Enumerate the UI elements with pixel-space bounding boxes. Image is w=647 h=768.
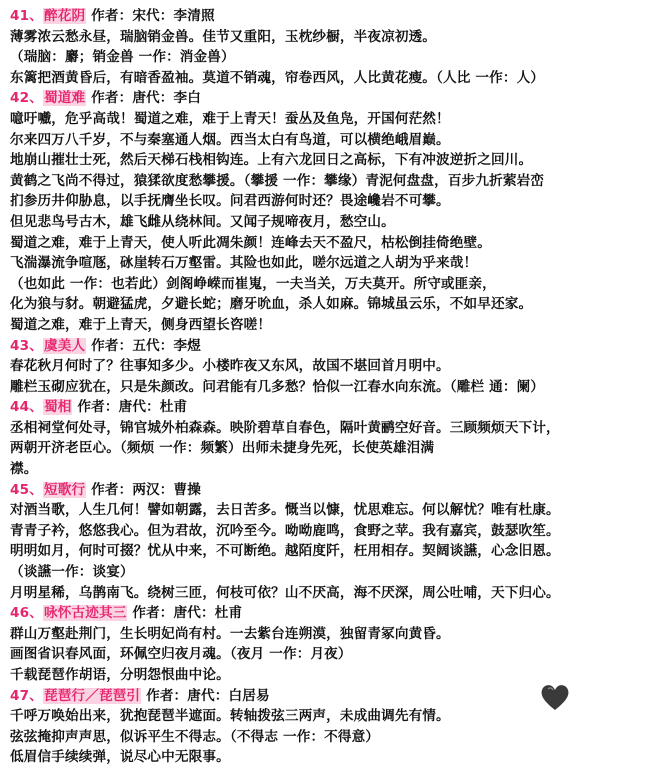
poem-line: （也如此 一作：也若此）剑阁峥嵘而崔嵬，一夫当关，万夫莫开。所守或匪亲， <box>10 275 496 292</box>
poem-title: 蜀道难 <box>43 90 86 107</box>
poem-line: 化为狼与豺。朝避猛虎，夕避长蛇；磨牙吮血，杀人如麻。锦城虽云乐，不如早还家。 <box>10 296 533 313</box>
poem-line: （瑞脑：麝；销金兽 一作：消金兽） <box>10 49 235 66</box>
poem-line: 明明如月，何时可掇？忧从中来，不可断绝。越陌度阡，枉用相存。契阔谈讌，心念旧恩。 <box>10 543 560 560</box>
poem-line: 黄鹤之飞尚不得过，猿猱欲度愁攀援。（攀援 一作：攀缘）青泥何盘盘，百步九折萦岩峦 <box>10 172 545 189</box>
poem-number: 42、 <box>10 90 43 107</box>
poem-author: 作者：五代：李煜 <box>86 337 202 354</box>
poem-line: 画图省识春风面，环佩空归夜月魂。（夜月 一作：月夜） <box>10 646 352 663</box>
poem-line: （谈讌一作：谈宴） <box>10 564 134 581</box>
poem-line: 地崩山摧壮士死，然后天梯石栈相钩连。上有六龙回日之高标，下有冲波逆折之回川。 <box>10 152 533 169</box>
poem-line: 千载琵琶作胡语，分明怨恨曲中论。 <box>10 667 230 683</box>
poem-line: 丞相祠堂何处寻，锦官城外柏森森。映阶碧草自春色，隔叶黄鹂空好音。三顾频烦天下计， <box>10 419 560 436</box>
poem-heading <box>10 6 637 27</box>
poem-number: 46、 <box>10 605 43 622</box>
poem-title: 咏怀古迹其三 <box>43 605 127 622</box>
poem-number: 41、 <box>10 8 43 24</box>
poem-author: 作者：唐代：李白 <box>86 90 202 107</box>
poem-author: 作者：宋代：李清照 <box>86 8 215 24</box>
poem-line: 薄雾浓云愁永昼，瑞脑销金兽。佳节又重阳，玉枕纱橱，半夜凉初透。 <box>10 28 437 45</box>
poem-heading <box>10 603 637 624</box>
poem-line: 群山万壑赴荆门，生长明妃尚有村。一去紫台连朔漠，独留青冢向黄昏。 <box>10 625 450 642</box>
poem-line: 青青子衿，悠悠我心。但为君故，沉吟至今。呦呦鹿鸣，食野之苹。我有嘉宾，鼓瑟吹笙。 <box>10 522 560 539</box>
poem-title: 琵琶行／琵琶引 <box>43 687 141 704</box>
poem-author: 作者：唐代：杜甫 <box>72 399 188 416</box>
poem-line: 东篱把酒黄昏后，有暗香盈袖。莫道不销魂，帘卷西风，人比黄花瘦。（人比 一作：人） <box>10 69 545 86</box>
poem-heading <box>10 336 637 357</box>
poem-heading <box>10 397 637 418</box>
heart-icon <box>539 682 571 712</box>
poem-line: 对酒当歌，人生几何！譬如朝露，去日苦多。慨当以慷，忧思难忘。何以解忧？唯有杜康。 <box>10 502 560 519</box>
poem-line: 两朝开济老臣心。（频烦 一作：频繁）出师未捷身先死，长使英雄泪满 <box>10 440 435 457</box>
poem-line: 扪参历井仰胁息，以手抚膺坐长叹。问君西游何时还？畏途巉岩不可攀。 <box>10 193 450 210</box>
poem-number: 44、 <box>10 399 43 416</box>
poem-heading <box>10 480 637 501</box>
poem-line: 春花秋月何时了？往事知多少。小楼昨夜又东风，故国不堪回首月明中。 <box>10 358 450 375</box>
poem-line: 尔来四万八千岁，不与秦塞通人烟。西当太白有鸟道，可以横绝峨眉巅。 <box>10 131 450 148</box>
poem-line: 月明星稀，乌鹊南飞。绕树三匝，何枝可依？山不厌高，海不厌深，周公吐哺，天下归心。 <box>10 584 560 601</box>
poem-title: 短歌行 <box>43 481 86 498</box>
poem-title: 虞美人 <box>43 337 86 354</box>
poem-line: 蜀道之难，难于上青天，使人听此凋朱颜！连峰去天不盈尺，枯松倒挂倚绝壁。 <box>10 234 492 251</box>
poem-author: 作者：唐代：杜甫 <box>127 605 243 622</box>
poem-line: 蜀道之难，难于上青天，侧身西望长咨嗟！ <box>10 316 272 333</box>
poem-title: 醉花阴 <box>43 8 86 24</box>
poem-heading <box>10 88 637 109</box>
poem-line: 弦弦掩抑声声思，似诉平生不得志。（不得志 一作：不得意） <box>10 728 380 745</box>
poem-line: 雕栏玉砌应犹在，只是朱颜改。问君能有几多愁？恰似一江春水向东流。（雕栏 通：阑） <box>10 378 545 395</box>
poem-number: 47、 <box>10 687 43 704</box>
poem-line: 襟。 <box>10 461 38 478</box>
poem-title: 蜀相 <box>43 399 72 416</box>
poem-line: 噫吁嚱，危乎高哉！蜀道之难，难于上青天！蚕丛及鱼凫，开国何茫然！ <box>10 110 450 127</box>
poem-author: 作者：两汉：曹操 <box>86 481 202 498</box>
poem-number: 43、 <box>10 337 43 354</box>
poem-number: 45、 <box>10 481 43 498</box>
poem-author: 作者：唐代：白居易 <box>141 687 270 704</box>
poem-line: 飞湍瀑流争喧豗，砯崖转石万壑雷。其险也如此，嗟尔远道之人胡为乎来哉！ <box>10 255 478 272</box>
poem-line: 千呼万唤始出来，犹抱琵琶半遮面。转轴拨弦三两声，未成曲调先有情。 <box>10 708 450 725</box>
poem-line: 但见悲鸟号古木，雄飞雌从绕林间。又闻子规啼夜月，愁空山。 <box>10 213 395 230</box>
poem-line: 低眉信手续续弹，说尽心中无限事。 <box>10 749 230 766</box>
